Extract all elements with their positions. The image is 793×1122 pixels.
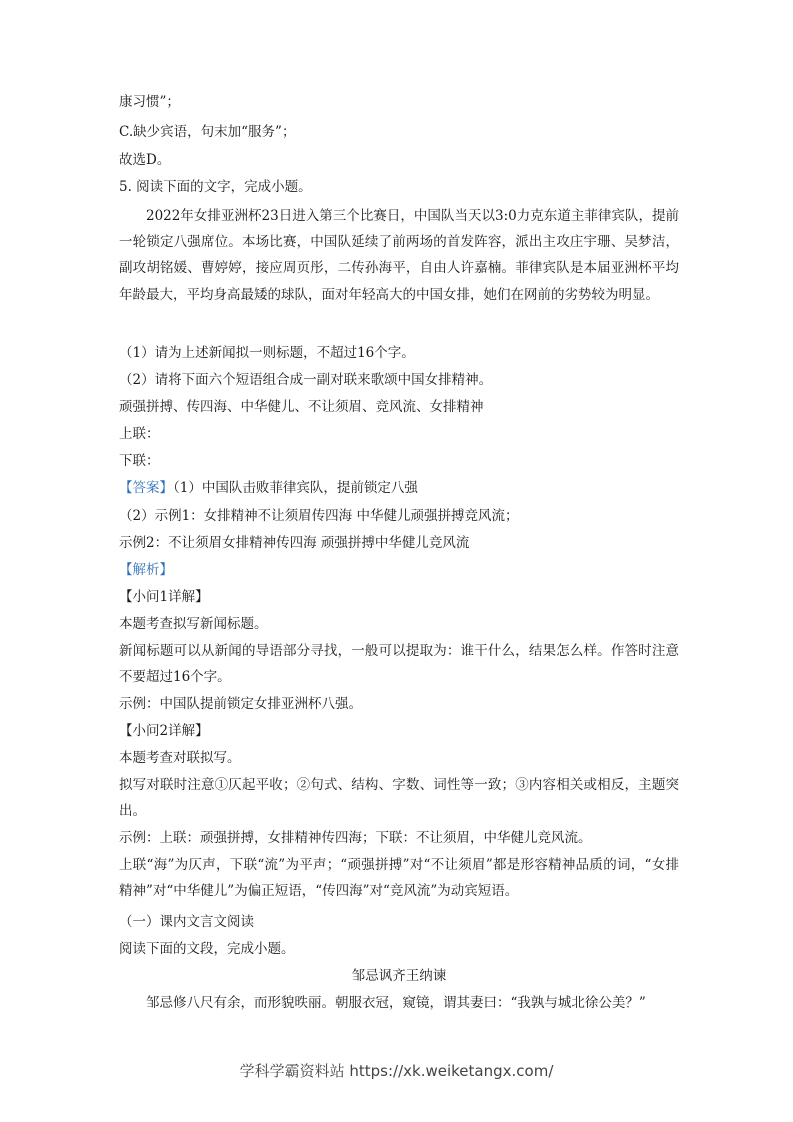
text-paragraph: 拟写对联时注意①仄起平收；②句式、结构、字数、词性等一致；③内容相关或相反，主题突出。 bbox=[119, 777, 679, 820]
news-paragraph: 2022年女排亚洲杯23日进入第三个比赛日，中国队当天以3:0力克东道主菲律宾队，提前一轮锁定八强席位。本场比赛，中国队延续了前两场的首发阵容，派出主攻庄宇珊、吴梦洁，副攻胡铭媛、曹婷婷，接应周页彤，二传孙海平，自由人许嘉楠。菲律宾队是本届亚洲杯平均年龄最大，平均身高最矮的球队，面对年轻高大的中国女排，她们在网前的劣势较为明显。 bbox=[119, 208, 679, 303]
text-paragraph: 新闻标题可以从新闻的导语部分寻找，一般可以提取为：谁干什么，结果怎么样。作答时注意不要超过16个字。 bbox=[119, 643, 679, 686]
analysis-tag: 【解析】 bbox=[119, 562, 173, 578]
text-line: C.缺少宾语，句末加“服务”； bbox=[119, 124, 296, 140]
footer-watermark: 学科学霸资料站 https://xk.weiketangx.com/ bbox=[239, 1062, 554, 1080]
text-line: 本题考查拟写新闻标题。 bbox=[119, 616, 268, 632]
answer-line: （2）示例1：女排精神不让须眉传四海 中华健儿顽强拼搏竞风流； bbox=[119, 508, 519, 524]
sub-question-1: （1）请为上述新闻拟一则标题，不超过16个字。 bbox=[119, 345, 415, 361]
text-line: 本题考查对联拟写。 bbox=[119, 750, 241, 766]
passage-title: 邹忌讽齐王纳谏 bbox=[351, 968, 447, 984]
text-line: 示例：上联：顽强拼搏，女排精神传四海；下联：不让须眉，中华健儿竞风流。 bbox=[119, 830, 592, 846]
answer-line bbox=[119, 478, 418, 498]
passage-text: 邹忌修八尺有余，而形貌昳丽。朝服衣冠，窥镜，谓其妻曰：“我孰与城北徐公美？” bbox=[146, 995, 646, 1011]
sub2-heading: 【小问2详解】 bbox=[119, 723, 209, 739]
answer-tag: 【答案】 bbox=[119, 480, 173, 496]
question-heading: 5. 阅读下面的文字，完成小题。 bbox=[119, 179, 312, 195]
sub-question-2: （2）请将下面六个短语组合成一副对联来歌颂中国女排精神。 bbox=[119, 372, 493, 388]
text-line: 康习惯”； bbox=[119, 94, 180, 110]
phrases-line: 顽强拼搏、传四海、中华健儿、不让须眉、竞风流、女排精神 bbox=[119, 399, 484, 415]
text-paragraph: 上联“海”为仄声，下联“流”为平声；“顽强拼搏”对“不让须眉”都是形容精神品质的词，“女排精神”对“中华健儿”为偏正短语，“传四海”对“竞风流”为动宾短语。 bbox=[119, 857, 679, 900]
answer-line: 示例2：不让须眉女排精神传四海 顽强拼搏中华健儿竞风流 bbox=[119, 535, 470, 551]
sub1-heading: 【小问1详解】 bbox=[119, 589, 209, 605]
xialian-label: 下联： bbox=[119, 453, 160, 469]
text-line: 阅读下面的文段，完成小题。 bbox=[119, 941, 295, 957]
shanglian-label: 上联： bbox=[119, 426, 160, 442]
text-line: 故选D。 bbox=[119, 152, 171, 168]
section-heading: （一）课内文言文阅读 bbox=[119, 914, 254, 930]
text-line: 示例：中国队提前锁定女排亚洲杯八强。 bbox=[119, 696, 362, 712]
answer-text: （1）中国队击败菲律宾队，提前锁定八强 bbox=[173, 480, 418, 496]
